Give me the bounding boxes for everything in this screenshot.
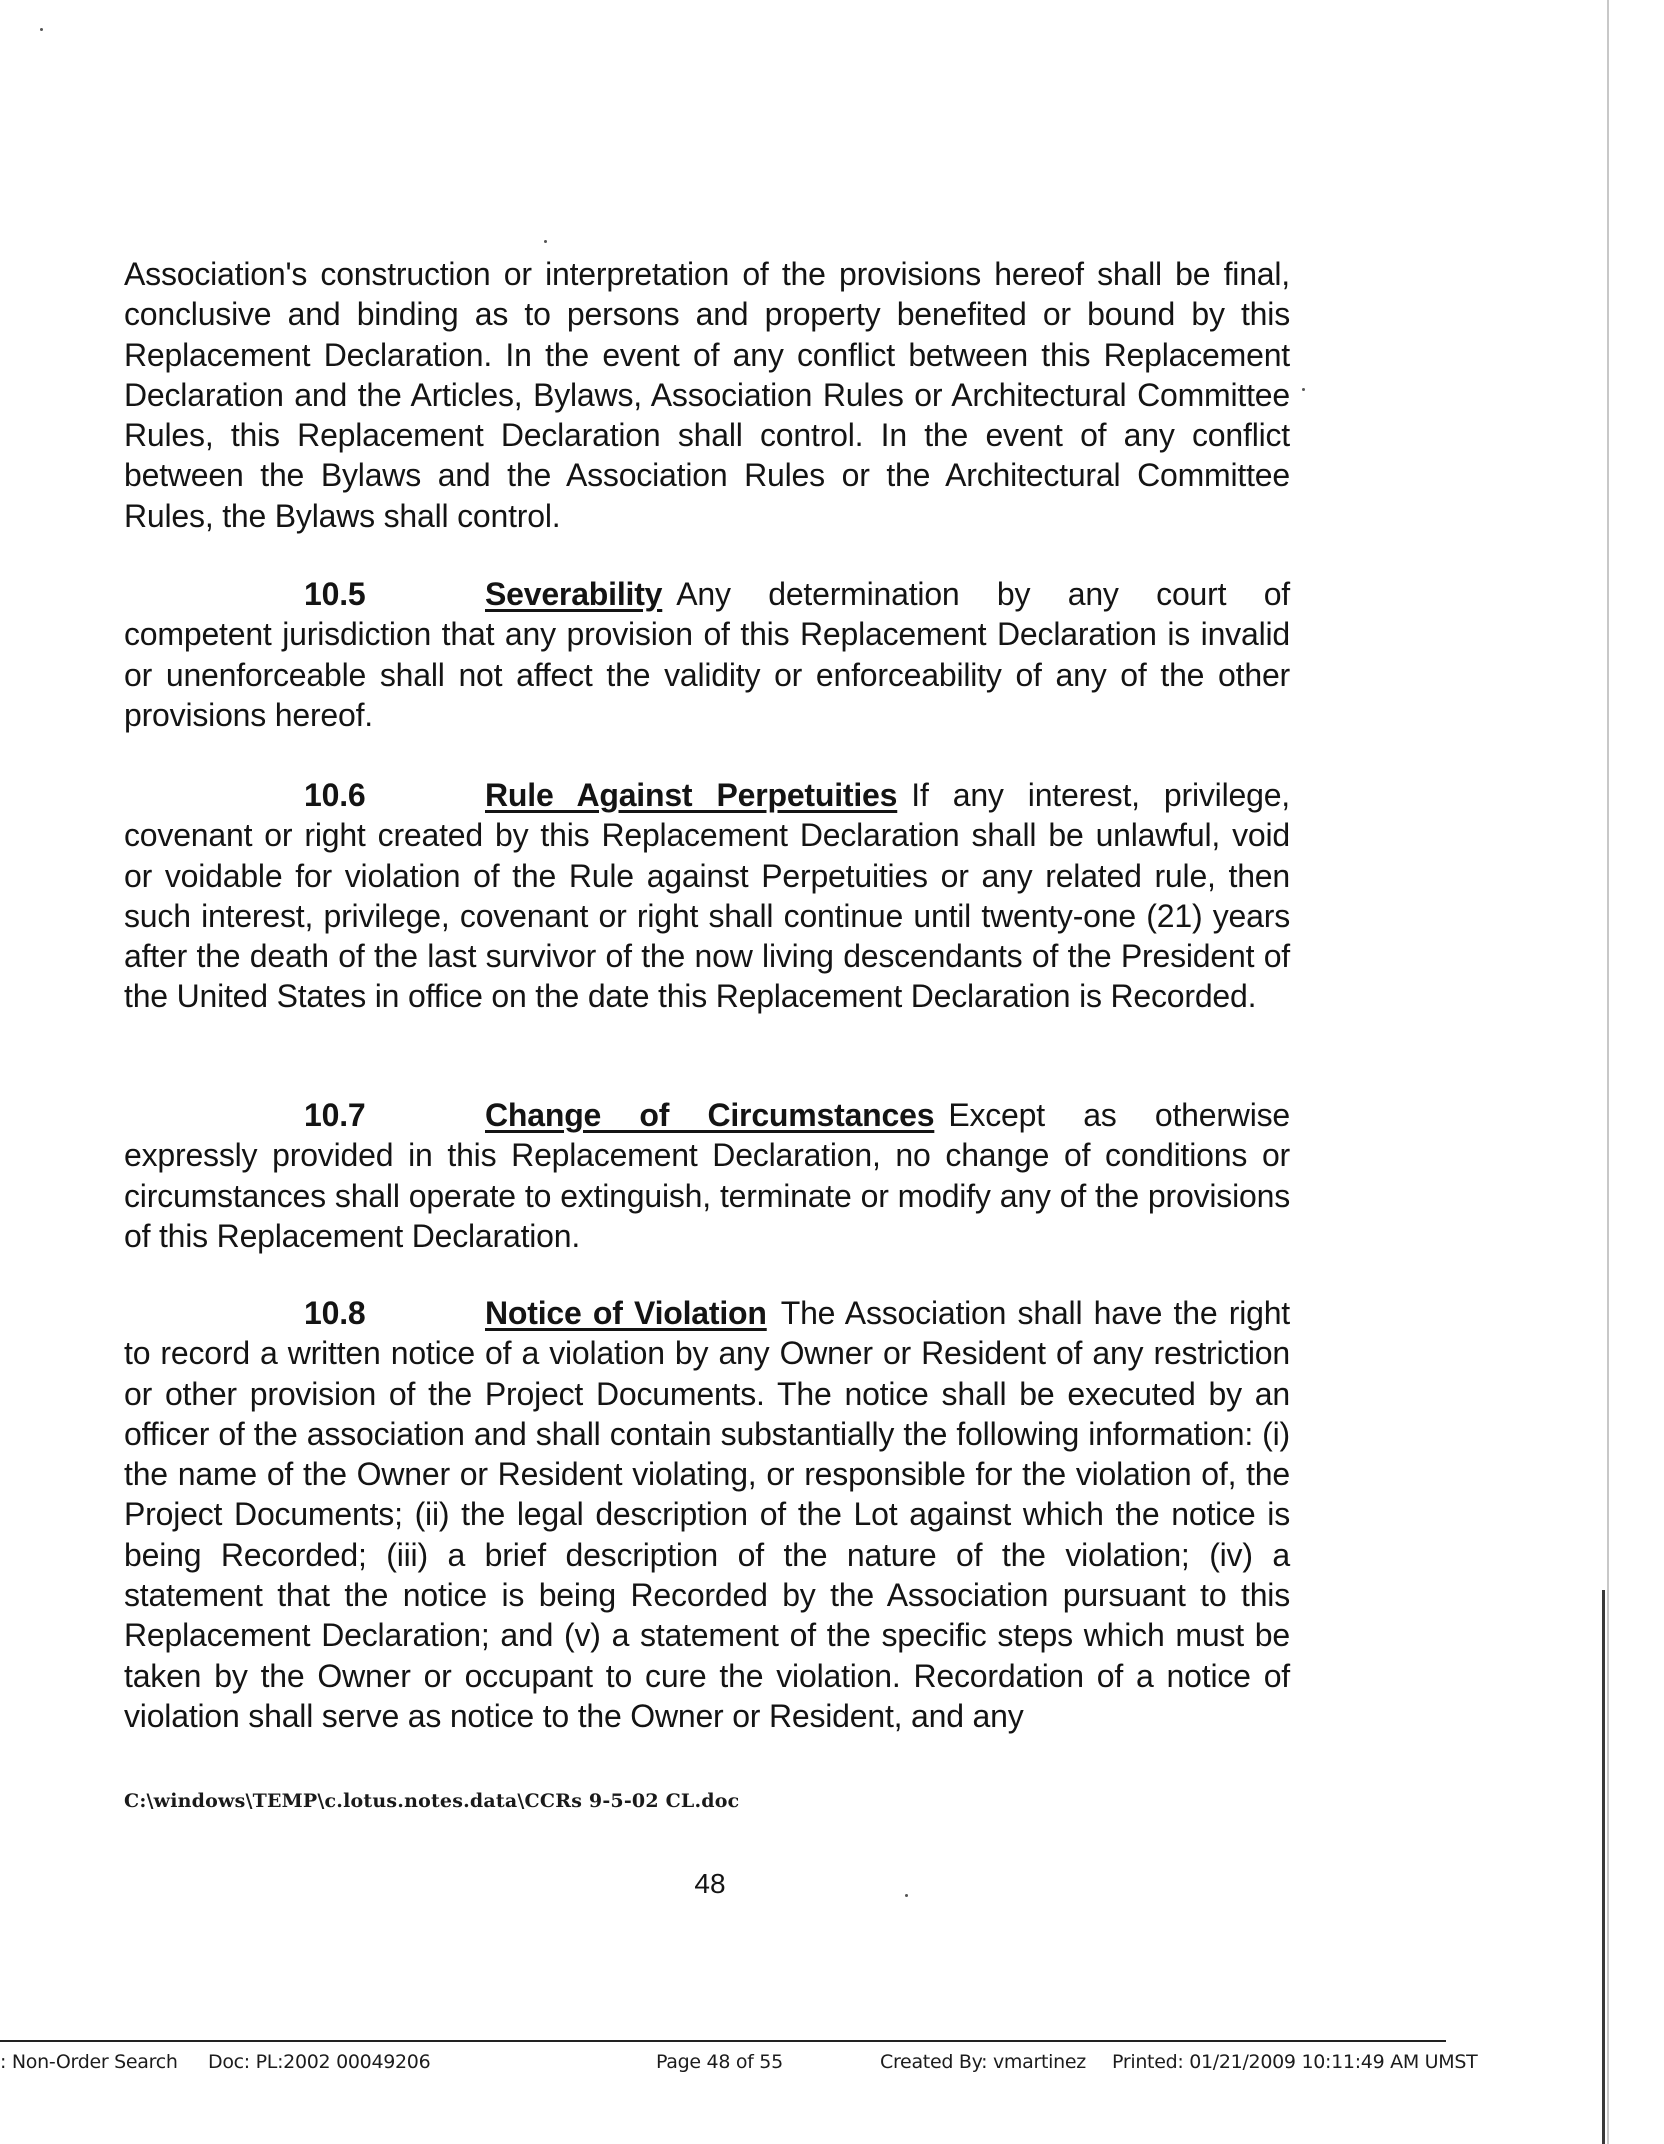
footer-divider (0, 2040, 1446, 2042)
intro-paragraph-text: Association's construction or interpretation of the provisions hereof shall be final, conclusive and binding as to persons and property benefited or bound by this Replacement Declaration. In the event of any conflict between this Replacement Declaration and the Articles, Bylaws, Association Rules or Architectural Committee Rules, this Replacement Declaration shall control. In the event of any conflict between the Bylaws and the Association Rules or the Architectural Committee Rules, the Bylaws shall control. (124, 256, 1290, 534)
scan-speck (40, 28, 43, 31)
section-10-6 (124, 775, 1290, 1017)
footer-page-count: Page 48 of 55 (656, 2051, 783, 2073)
footer-search-type: : Non-Order Search (0, 2051, 178, 2073)
scan-edge-line (1607, 0, 1609, 2144)
section-number: 10.6 (304, 777, 366, 813)
section-title: Rule Against Perpetuities (485, 777, 898, 813)
section-10-8 (124, 1293, 1290, 1736)
section-text: Except as otherwise expressly provided in this Replacement Declaration, no change of conditions or circumstances shall operate to extinguish, terminate or modify any of the provisions of this Replacement Declaration. (124, 1097, 1291, 1254)
section-title: Notice of Violation (485, 1295, 767, 1331)
footer-doc-id: Doc: PL:2002 00049206 (208, 2051, 431, 2073)
page-number: 48 (694, 1868, 726, 1899)
file-path: C:\windows\TEMP\c.lotus.notes.data\CCRs 9-5-02 CL.doc (124, 1790, 740, 1812)
scan-speck (544, 240, 547, 243)
scan-edge-shadow (1602, 1590, 1605, 2144)
section-text: The Association shall have the right to record a written notice of a violation by any Owner or Resident of any restriction or other provision of the Project Documents. The notice shall be executed by an officer of the association and shall contain substantially the following information: (i) the name of the Owner or Resident violating, or responsible for the violation of, the Project Documents; (ii) the legal description of the Lot against which the notice is being Recorded; (iii) a brief description of the nature of the violation; (iv) a statement that the notice is being Recorded by the Association pursuant to this Replacement Declaration; and (v) a statement of the specific steps which must be taken by the Owner or occupant to cure the violation. Recordation of a notice of violation shall serve as notice to the Owner or Resident, and any (124, 1295, 1290, 1734)
section-number: 10.8 (304, 1295, 366, 1331)
section-10-7 (124, 1095, 1290, 1256)
scan-speck (1302, 388, 1305, 391)
footer-created-by: Created By: vmartinez (880, 2051, 1086, 2073)
scan-speck (905, 1894, 908, 1897)
footer-printed-date: Printed: 01/21/2009 10:11:49 AM UMST (1112, 2051, 1478, 2073)
section-text: If any interest, privilege, covenant or right created by this Replacement Declaration shall be unlawful, void or voidable for violation of the Rule against Perpetuities or any related rule, then such interest, privilege, covenant or right shall continue until twenty-one (21) years after the death of the last survivor of the now living descendants of the President of the United States in office on the date this Replacement Declaration is Recorded. (124, 777, 1290, 1015)
section-10-5 (124, 574, 1290, 735)
section-number: 10.7 (304, 1097, 366, 1133)
section-title: Severability (485, 576, 663, 612)
intro-paragraph (124, 254, 1290, 536)
section-text: Any determination by any court of competent jurisdiction that any provision of this Replacement Declaration is invalid or unenforceable shall not affect the validity or enforceability of any of the other provisions hereof. (124, 576, 1290, 733)
section-title: Change of Circumstances (485, 1097, 935, 1133)
section-number: 10.5 (304, 576, 366, 612)
